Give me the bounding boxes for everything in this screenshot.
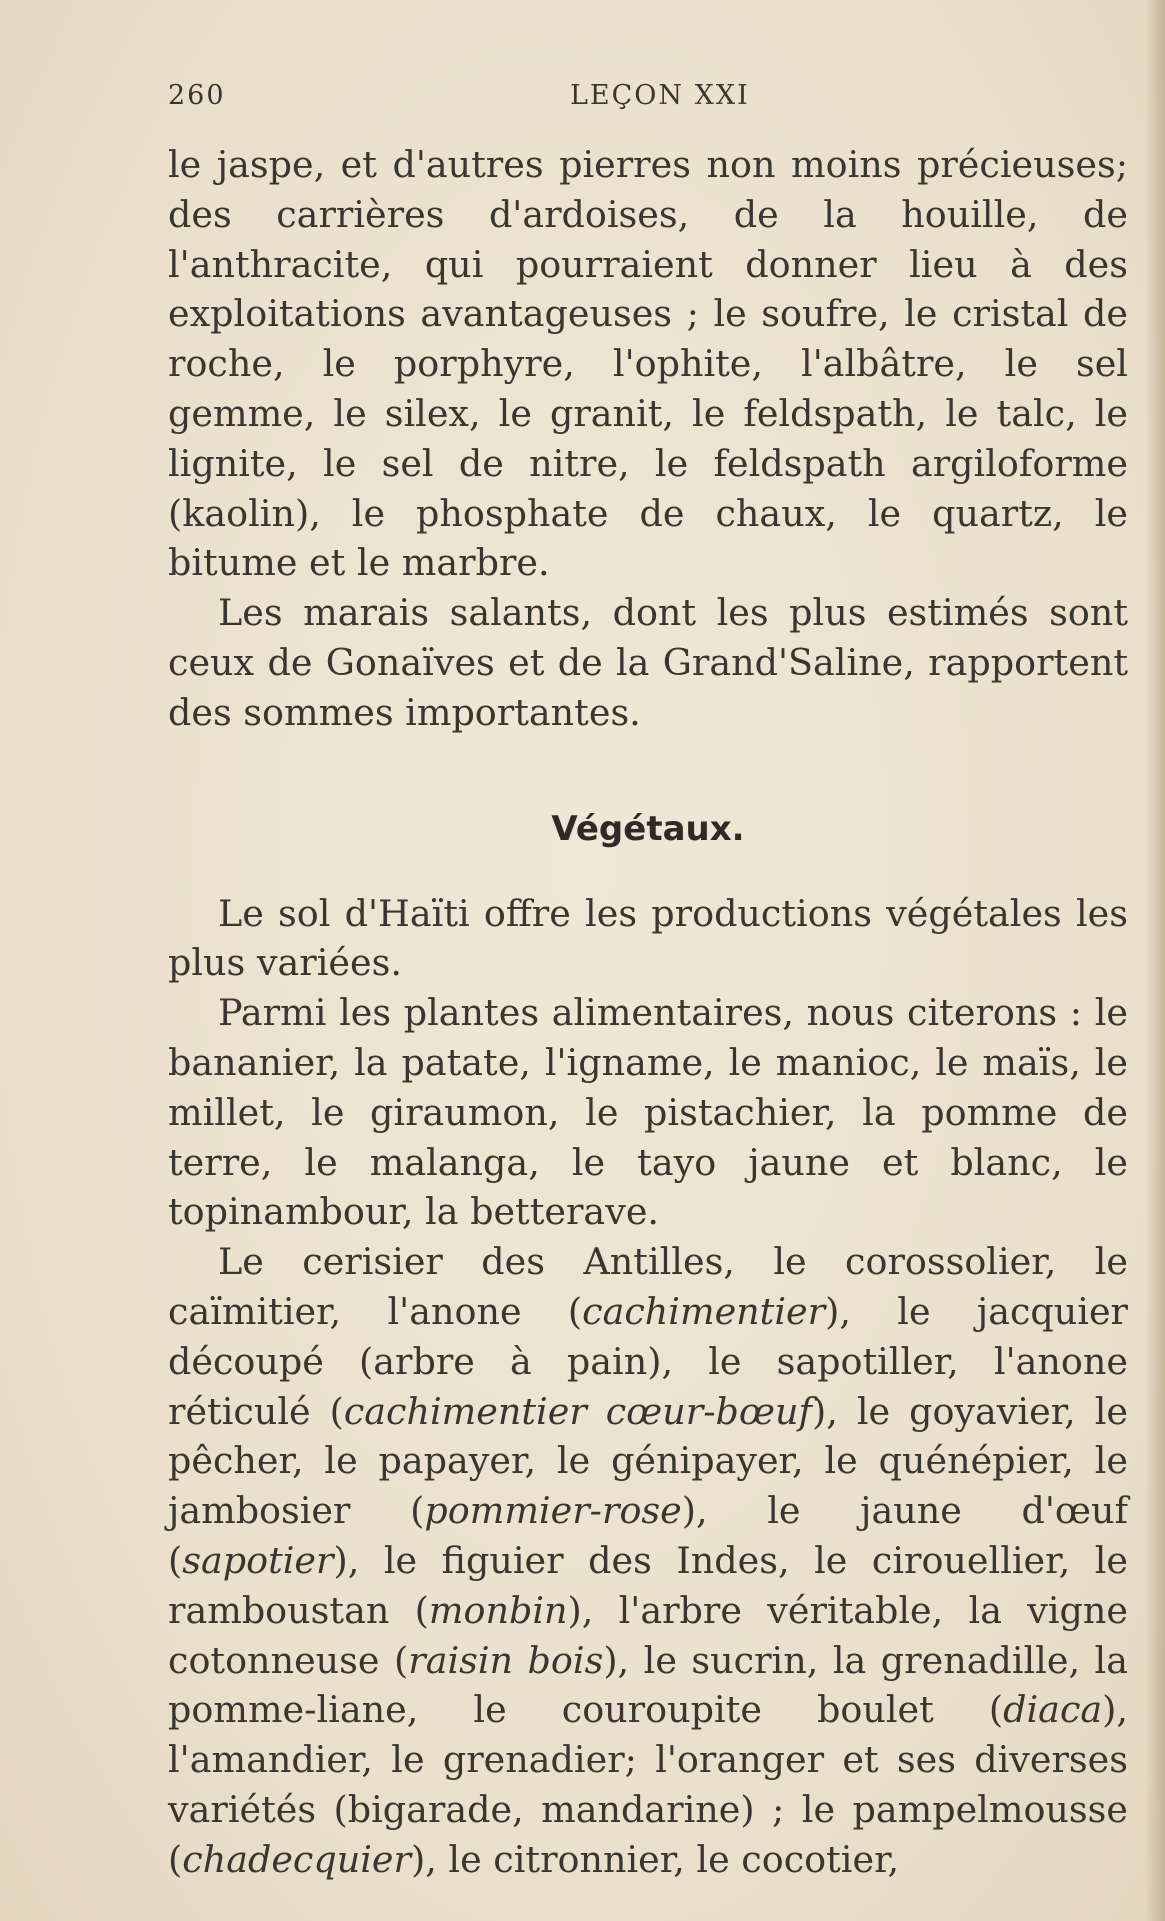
paragraph-fruit-trees [168,1237,1128,1884]
italic-term: chadecquier [182,1837,411,1881]
text-segment: ), le citronnier, le cocotier, [410,1837,900,1881]
page-edge-shadow [1145,0,1165,1921]
text-segment: ), le goyavier, le pêcher, le papayer, le génipayer, le quénépier, le jambosier ( [168,1389,1128,1533]
header-title: LEÇON XXI [570,80,750,111]
body-text [168,140,1128,1885]
running-head [168,80,1128,120]
text-segment: Le cerisier des Antilles, le corossolier, le caïmitier, l'anone ( [168,1240,1128,1333]
text-segment: le jaspe, et d'autres pierres non moins précieuses; des carrières d'ardoises, de la houille, de l'anthracite, qui pourraient donner lieu à des exploitations avantageuses ; le soufre, le cristal de roche, le porphyre, l'ophite, l'albâtre, le sel gemme, le silex, le granit, le feldspath, le talc, le lignite, le sel de nitre, le feldspath argiloforme (kaolin), le phosphate de chaux, le quartz, le bitume et le marbre. [168,143,1128,585]
text-segment: Les marais salants, dont les plus estimés sont ceux de Gonaïves et de la Grand'Saline, rapportent des sommes importantes. [168,591,1128,734]
paragraph-vegetal-intro [168,889,1128,989]
italic-term: monbin [428,1588,568,1632]
italic-term: pommier-rose [424,1489,682,1533]
text-segment: ), l'arbre véritable, la vigne cotonneuse ( [168,1588,1128,1682]
italic-term: sapotier [182,1538,334,1582]
paragraph-food-plants [168,988,1128,1237]
paragraph-salt-marshes [168,588,1128,737]
text-segment: Le sol d'Haïti offre les productions végétales les plus variées. [168,891,1128,985]
page-number: 260 [168,80,226,111]
text-segment: ), le jaune d'œuf ( [168,1489,1129,1582]
text-segment: ), le jacquier découpé (arbre à pain), le sapotiller, l'anone réticulé ( [168,1289,1128,1433]
text-segment: ), l'amandier, le grenadier; l'oranger et ses diverses variétés (bigarade, mandarine) ; le pampelmousse ( [168,1688,1128,1881]
section-heading: Végétaux. [551,808,745,849]
italic-term: diaca [1003,1688,1103,1732]
paragraph-minerals [168,140,1128,588]
text-segment: ), le sucrin, la grenadille, la pomme-liane, le couroupite boulet ( [168,1638,1128,1732]
text-segment: ), le figuier des Indes, le cirouellier, le ramboustan ( [168,1538,1128,1632]
italic-term: raisin bois [408,1638,604,1682]
italic-term: cachimentier cœur-bœuf [343,1389,813,1433]
italic-term: cachimentier [582,1289,826,1333]
text-segment: Parmi les plantes alimentaires, nous citerons : le bananier, la patate, l'igname, le manioc, le maïs, le millet, le giraumon, le pistachier, la pomme de terre, le malanga, le tayo jaune et blanc, le topinambour, la betterave. [168,991,1128,1234]
